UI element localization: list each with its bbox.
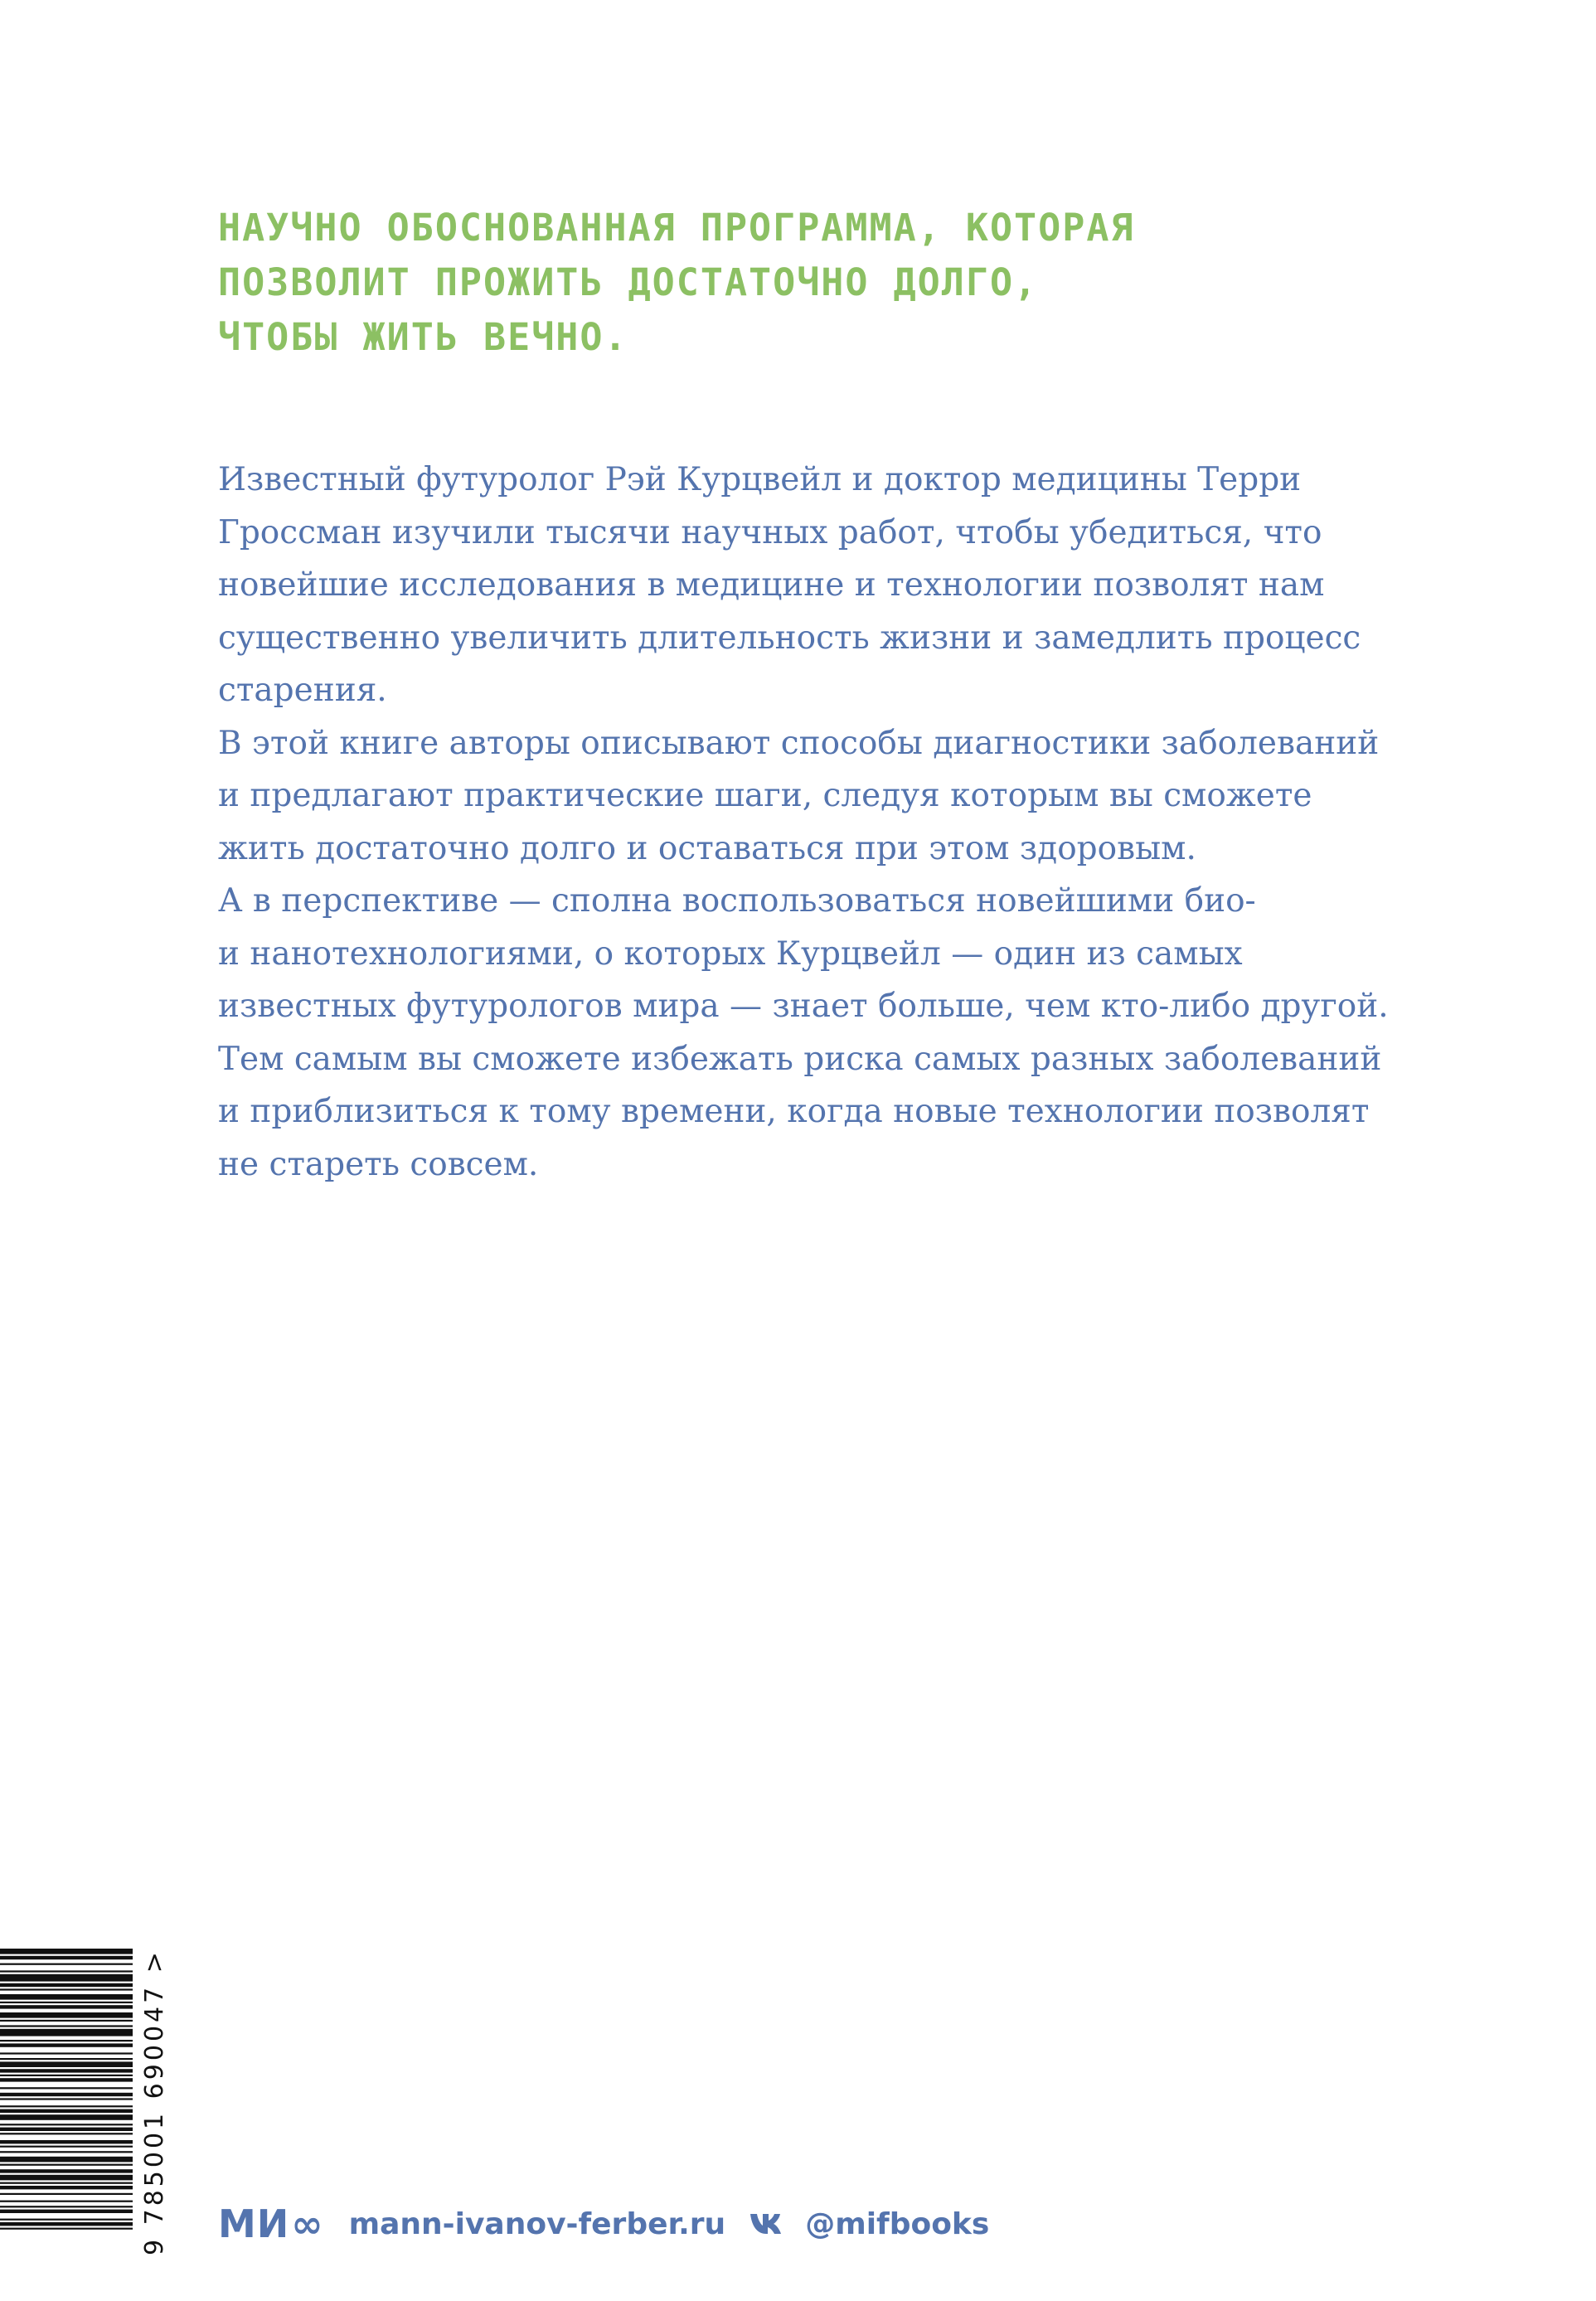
barcode-bar	[0, 2140, 133, 2143]
barcode-bar	[0, 1970, 133, 1972]
description-line-10: и нанотехнологиями, о которых Курцвейл — один из самых	[218, 934, 1243, 973]
publisher-logo	[218, 2201, 324, 2246]
barcode-bar	[0, 2157, 133, 2163]
barcode-bars	[0, 1949, 133, 2264]
barcode-bar	[0, 2193, 133, 2195]
barcode-bar	[0, 1956, 133, 1959]
headline-line-3: ЧТОБЫ ЖИТЬ ВЕЧНО.	[218, 315, 628, 359]
description-line-13: и приблизиться к тому времени, когда новые технологии позволят	[218, 1093, 1370, 1130]
barcode-bar	[0, 2228, 133, 2230]
description-line-12: Тем самым вы сможете избежать риска самых разных заболеваний	[218, 1040, 1382, 1078]
barcode-bar	[0, 2133, 133, 2134]
barcode-bar	[0, 2114, 133, 2120]
headline	[218, 201, 1462, 365]
barcode-bar	[0, 2005, 133, 2008]
vk-icon[interactable]	[749, 2212, 785, 2235]
description-line-6: В этой книге авторы описывают способы диагностики заболеваний	[218, 724, 1380, 762]
logo-text: МИ	[218, 2201, 290, 2246]
barcode-bar	[0, 1964, 133, 1965]
barcode-bar	[0, 2012, 133, 2018]
barcode-bar	[0, 2210, 133, 2213]
barcode-bar	[0, 2124, 133, 2125]
barcode-bar	[0, 1988, 133, 1990]
headline-line-2: ПОЗВОЛИТ ПРОЖИТЬ ДОСТАТОЧНО ДОЛГО,	[218, 260, 1039, 304]
barcode-bar	[0, 2058, 133, 2060]
description-line-4: существенно увеличить длительность жизни и замедлить процесс	[218, 619, 1361, 657]
description-line-3: новейшие исследования в медицине и технологии позволят нам	[218, 566, 1325, 604]
social-handle-link[interactable]: @mifbooks	[805, 2206, 990, 2241]
barcode-bar	[0, 2075, 133, 2076]
description-line-2: Гроссман изучили тысячи научных работ, чтобы убедиться, что	[218, 513, 1322, 551]
barcode-bar	[0, 2109, 133, 2113]
barcode-bar	[0, 2040, 133, 2041]
barcode-bar	[0, 2029, 133, 2036]
barcode-bar	[0, 1994, 133, 2000]
barcode-bar	[0, 2025, 133, 2027]
barcode-bar	[0, 2069, 133, 2072]
barcode-bar	[0, 2175, 133, 2181]
barcode-bar	[0, 1949, 133, 1954]
barcode-bar	[0, 2128, 133, 2131]
barcode-bar	[0, 2052, 133, 2054]
barcode-bar	[0, 2219, 133, 2221]
barcode-bar	[0, 2087, 133, 2089]
barcode-bar	[0, 2169, 133, 2172]
barcode-bar	[0, 2098, 133, 2100]
barcode-bar	[0, 2151, 133, 2153]
description-line-7: и предлагают практические шаги, следуя которым вы сможете	[218, 777, 1312, 814]
barcode-bar	[0, 2182, 133, 2184]
barcode-bar	[0, 1983, 133, 1987]
logo-infinity-icon: ∞	[291, 2201, 324, 2246]
publisher-footer	[218, 2199, 989, 2249]
website-link[interactable]: mann-ivanov-ferber.ru	[348, 2206, 726, 2241]
barcode-bar	[0, 2002, 133, 2003]
barcode-bar	[0, 1974, 133, 1982]
barcode-bar	[0, 2201, 133, 2202]
barcode-bar	[0, 2078, 133, 2081]
barcode-bar	[0, 2222, 133, 2226]
barcode-digits: 9 785001 690047 >	[140, 1949, 169, 2255]
barcode-bar	[0, 2105, 133, 2107]
description-line-8: жить достаточно долго и оставаться при этом здоровым.	[218, 829, 1196, 867]
barcode-bar	[0, 2020, 133, 2022]
barcode-bar	[0, 2043, 133, 2046]
barcode-bar	[0, 2164, 133, 2166]
barcode-bar	[0, 2206, 133, 2207]
barcode-bar	[0, 2061, 133, 2067]
description-line-11: известных футурологов мира — знает больше, чем кто-либо другой.	[218, 988, 1389, 1025]
headline-line-1: НАУЧНО ОБОСНОВАННАЯ ПРОГРАММА, КОТОРАЯ	[218, 206, 1135, 250]
barcode-bar	[0, 2093, 133, 2096]
description-line-1: Известный футуролог Рэй Курцвейл и доктор медицины Терри	[218, 461, 1302, 498]
description	[218, 454, 1437, 1191]
barcode-bar	[0, 2186, 133, 2189]
barcode-bar	[0, 2146, 133, 2148]
description-line-14: не стареть совсем.	[218, 1145, 539, 1183]
description-line-9: А в перспективе — сполна воспользоваться новейшими био-	[218, 882, 1256, 920]
description-line-5: старения.	[218, 672, 387, 709]
